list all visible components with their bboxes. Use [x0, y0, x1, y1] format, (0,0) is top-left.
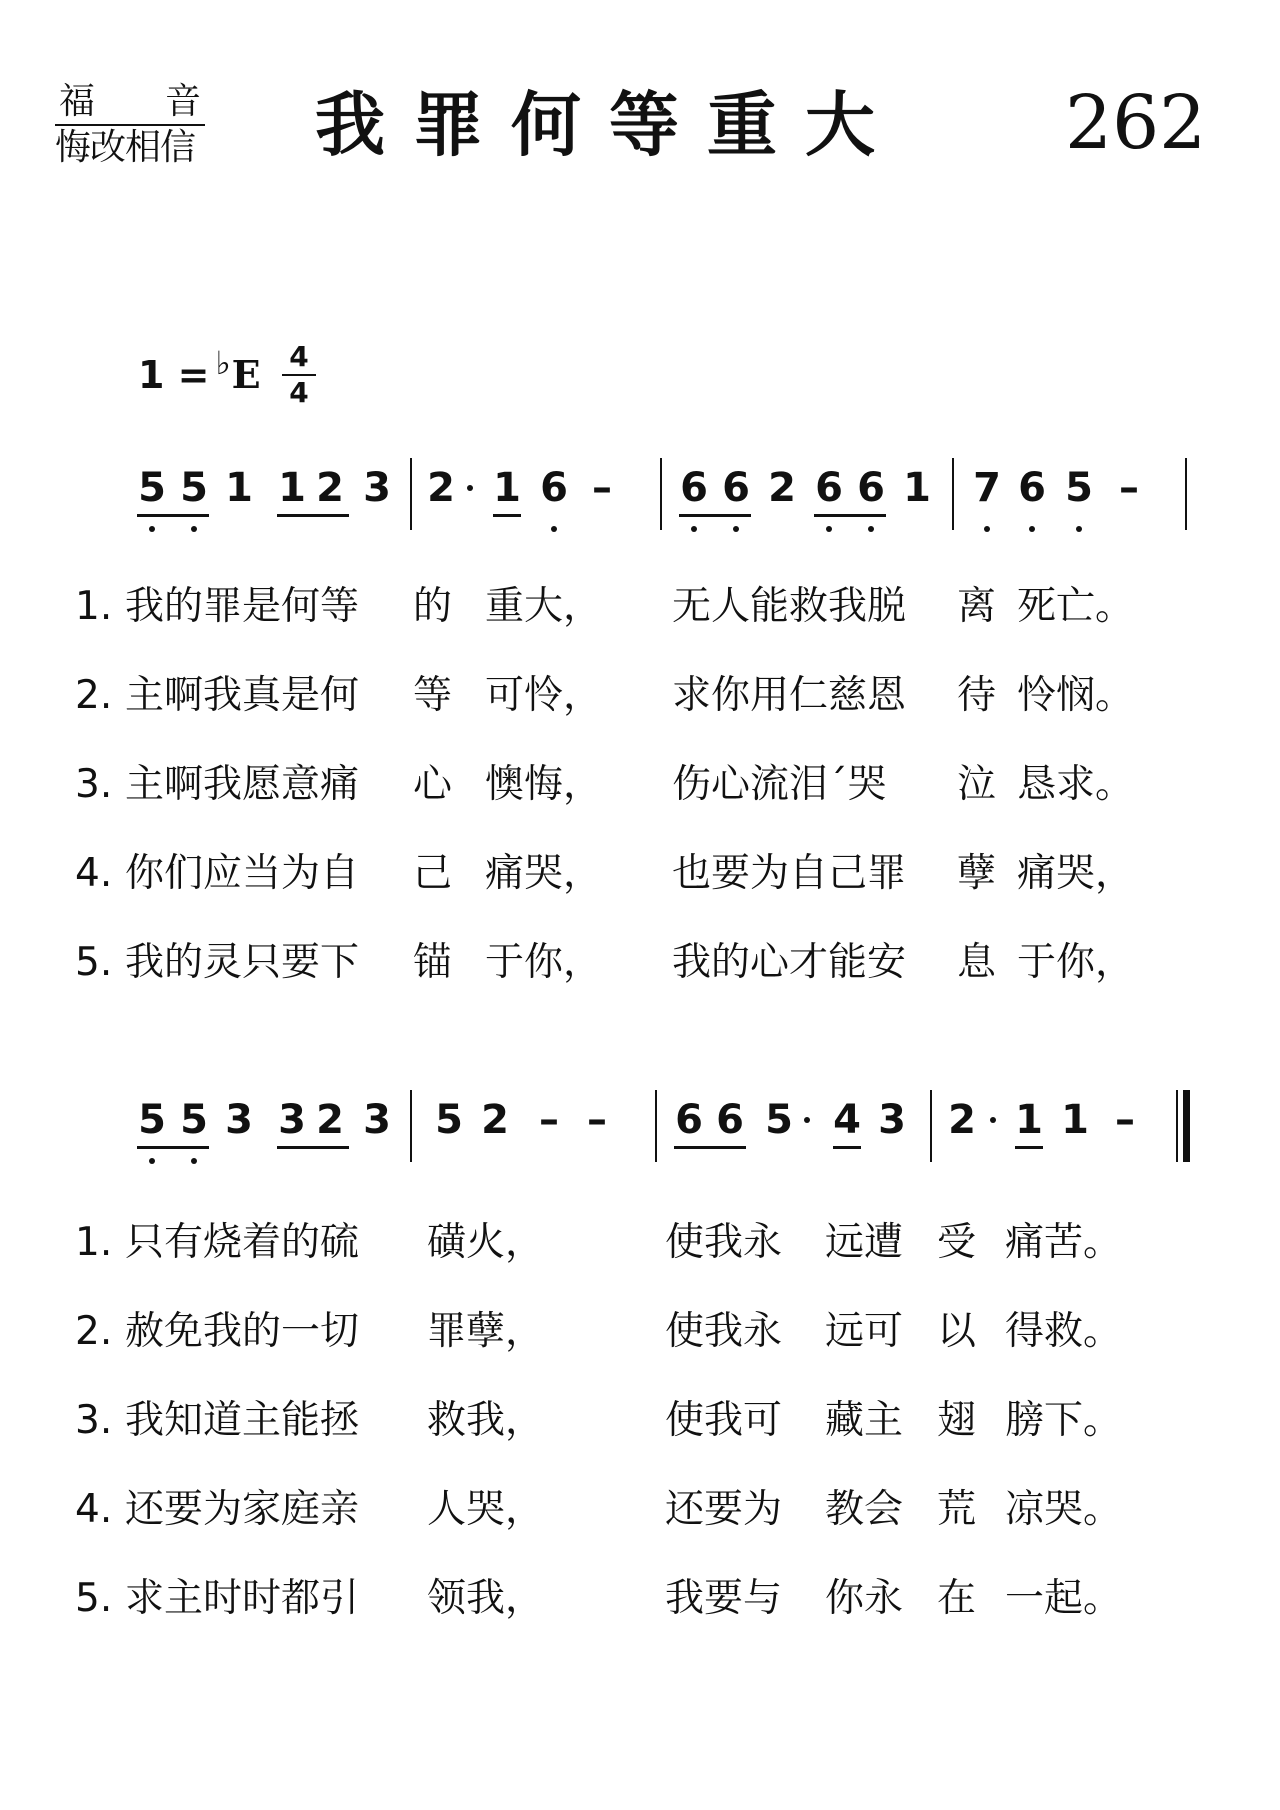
- lyric-segment: 也要为自己罪: [672, 851, 907, 896]
- low-octave-dot: [1076, 526, 1082, 532]
- lyric-segment: 锚: [413, 940, 453, 985]
- lyric-segment: 膀下。: [1005, 1398, 1123, 1443]
- note: –: [592, 465, 612, 511]
- lyric-segment: 在: [937, 1576, 977, 1621]
- lyric-segment: 远可: [825, 1309, 904, 1354]
- lyric-segment: 罪孽，: [427, 1309, 545, 1354]
- lyric-segment: 主啊我愿意痛: [125, 762, 360, 807]
- flat-sign: ♭: [215, 344, 231, 382]
- note: 6: [675, 1097, 703, 1143]
- lyric-segment: 使我可: [665, 1398, 783, 1443]
- lyric-segment: 教会: [825, 1487, 904, 1532]
- lyric-segment: 于你，: [1017, 940, 1135, 985]
- note: 1: [1015, 1097, 1043, 1143]
- lyric-segment: 你永: [825, 1576, 904, 1621]
- verse-number: 2.: [75, 673, 113, 718]
- notation-line-1: [0, 465, 1280, 548]
- lyric-segment: 还要为家庭亲: [125, 1487, 360, 1532]
- low-octave-dot: [1029, 526, 1035, 532]
- lyric-segment: 重大，: [485, 584, 603, 629]
- lyric-segment: 以: [937, 1309, 977, 1354]
- time-denominator: 4: [289, 376, 309, 409]
- barline: [660, 458, 662, 530]
- lyric-segment: 怜悯。: [1017, 673, 1135, 718]
- verse-number: 1.: [75, 1220, 113, 1265]
- note: 1: [1061, 1097, 1089, 1143]
- note: 6: [815, 465, 843, 511]
- key-signature: [138, 344, 261, 397]
- lyric-segment: 我的罪是何等: [125, 584, 360, 629]
- note: 3: [878, 1097, 906, 1143]
- note: 2: [481, 1097, 509, 1143]
- augmentation-dot: [804, 1117, 810, 1123]
- note: 5: [435, 1097, 463, 1143]
- note: –: [1115, 1097, 1135, 1143]
- note: 2: [427, 465, 455, 511]
- lyric-segment: 息: [957, 940, 997, 985]
- verse-number: 4.: [75, 851, 113, 896]
- note: 5: [1065, 465, 1093, 511]
- barline: [410, 458, 412, 530]
- note: 6: [716, 1097, 744, 1143]
- note: 2: [948, 1097, 976, 1143]
- note: 3: [278, 1097, 306, 1143]
- note: –: [1119, 465, 1139, 511]
- lyric-segment: 赦免我的一切: [125, 1309, 360, 1354]
- key-prefix: 1 =: [138, 353, 210, 397]
- lyric-segment: 懊悔，: [485, 762, 603, 807]
- lyric-segment: 我的心才能安: [672, 940, 907, 985]
- category-top: [55, 82, 205, 126]
- hymn-title: 我罪何等重大: [315, 84, 903, 166]
- note: 5: [180, 465, 208, 511]
- lyric-segment: 死亡。: [1017, 584, 1135, 629]
- lyric-segment: 主啊我真是何: [125, 673, 360, 718]
- note: –: [539, 1097, 559, 1143]
- notation-line-2: [0, 1097, 1280, 1180]
- lyric-segment: 痛哭，: [485, 851, 603, 896]
- low-octave-dot: [191, 526, 197, 532]
- lyric-segment: 求你用仁慈恩: [672, 673, 907, 718]
- category-top-left: 福: [59, 81, 96, 122]
- lyric-segment: 待: [957, 673, 997, 718]
- time-numerator: 4: [282, 340, 316, 376]
- lyric-segment: 人哭，: [427, 1487, 545, 1532]
- lyric-segment: 我知道主能拯: [125, 1398, 360, 1443]
- lyric-segment: 远遭: [825, 1220, 904, 1265]
- note: 3: [363, 465, 391, 511]
- lyric-segment: 可怜，: [485, 673, 603, 718]
- final-barline-thin: [1176, 1090, 1178, 1162]
- lyric-segment: 翅: [937, 1398, 977, 1443]
- lyric-segment: 我的灵只要下: [125, 940, 360, 985]
- note: 2: [316, 465, 344, 511]
- low-octave-dot: [149, 1158, 155, 1164]
- lyric-segment: 痛苦。: [1005, 1220, 1123, 1265]
- lyric-segment: 使我永: [665, 1309, 783, 1354]
- verse-number: 1.: [75, 584, 113, 629]
- lyric-segment: 领我，: [427, 1576, 545, 1621]
- note: 6: [722, 465, 750, 511]
- barline: [410, 1090, 412, 1162]
- note: 2: [768, 465, 796, 511]
- beam: [137, 1146, 209, 1149]
- lyric-segment: 无人能救我脱: [672, 584, 907, 629]
- low-octave-dot: [984, 526, 990, 532]
- beam: [493, 514, 521, 517]
- low-octave-dot: [691, 526, 697, 532]
- note: 2: [316, 1097, 344, 1143]
- note: 6: [680, 465, 708, 511]
- note: 5: [138, 465, 166, 511]
- lyric-segment: 伤心流泪ˊ哭: [672, 762, 887, 807]
- low-octave-dot: [868, 526, 874, 532]
- lyric-segment: 藏主: [825, 1398, 904, 1443]
- note: 3: [225, 1097, 253, 1143]
- key-letter: E: [231, 352, 261, 397]
- lyric-segment: 磺火，: [427, 1220, 545, 1265]
- note: 1: [225, 465, 253, 511]
- lyric-segment: 求主时时都引: [125, 1576, 360, 1621]
- note: 6: [1018, 465, 1046, 511]
- note: 4: [833, 1097, 861, 1143]
- lyric-segment: 救我，: [427, 1398, 545, 1443]
- lyric-segment: 己: [413, 851, 453, 896]
- barline: [655, 1090, 657, 1162]
- beam: [1015, 1146, 1043, 1149]
- lyric-segment: 离: [957, 584, 997, 629]
- lyric-segment: 我要与: [665, 1576, 783, 1621]
- low-octave-dot: [826, 526, 832, 532]
- lyric-segment: 使我永: [665, 1220, 783, 1265]
- low-octave-dot: [733, 526, 739, 532]
- lyric-segment: 一起。: [1005, 1576, 1123, 1621]
- beam: [137, 514, 209, 517]
- lyric-segment: 受: [937, 1220, 977, 1265]
- note: 1: [903, 465, 931, 511]
- note: 5: [138, 1097, 166, 1143]
- note: 1: [278, 465, 306, 511]
- low-octave-dot: [149, 526, 155, 532]
- time-signature: [282, 340, 316, 410]
- lyric-segment: 痛哭，: [1017, 851, 1135, 896]
- beam: [277, 1146, 349, 1149]
- category-label: [55, 82, 205, 170]
- note: 5: [765, 1097, 793, 1143]
- note: 6: [857, 465, 885, 511]
- barline: [1185, 458, 1187, 530]
- verse-number: 2.: [75, 1309, 113, 1354]
- lyric-segment: 心: [413, 762, 453, 807]
- lyric-segment: 泣: [957, 762, 997, 807]
- lyric-segment: 恳求。: [1017, 762, 1135, 807]
- lyric-segment: 荒: [937, 1487, 977, 1532]
- lyric-segment: 还要为: [665, 1487, 783, 1532]
- verse-number: 3.: [75, 762, 113, 807]
- low-octave-dot: [191, 1158, 197, 1164]
- category-bottom: 悔改相信: [55, 127, 196, 168]
- verse-number: 4.: [75, 1487, 113, 1532]
- barline: [952, 458, 954, 530]
- lyric-segment: 你们应当为自: [125, 851, 360, 896]
- beam: [814, 514, 886, 517]
- note: –: [587, 1097, 607, 1143]
- lyric-segment: 凉哭。: [1005, 1487, 1123, 1532]
- note: 6: [540, 465, 568, 511]
- hymn-number: 262: [1065, 80, 1207, 166]
- beam: [833, 1146, 861, 1149]
- verse-number: 3.: [75, 1398, 113, 1443]
- lyric-segment: 等: [413, 673, 453, 718]
- lyric-segment: 得救。: [1005, 1309, 1123, 1354]
- beam: [277, 514, 349, 517]
- final-barline-thick: [1183, 1090, 1190, 1162]
- barline: [930, 1090, 932, 1162]
- beam: [674, 1146, 746, 1149]
- lyric-segment: 于你，: [485, 940, 603, 985]
- augmentation-dot: [467, 485, 473, 491]
- augmentation-dot: [990, 1117, 996, 1123]
- category-top-right: 音: [164, 81, 201, 122]
- note: 1: [493, 465, 521, 511]
- verse-number: 5.: [75, 940, 113, 985]
- beam: [679, 514, 751, 517]
- verse-number: 5.: [75, 1576, 113, 1621]
- note: 3: [363, 1097, 391, 1143]
- lyric-segment: 只有烧着的硫: [125, 1220, 360, 1265]
- lyric-segment: 的: [413, 584, 453, 629]
- note: 5: [180, 1097, 208, 1143]
- lyric-segment: 孽: [957, 851, 997, 896]
- low-octave-dot: [551, 526, 557, 532]
- note: 7: [973, 465, 1001, 511]
